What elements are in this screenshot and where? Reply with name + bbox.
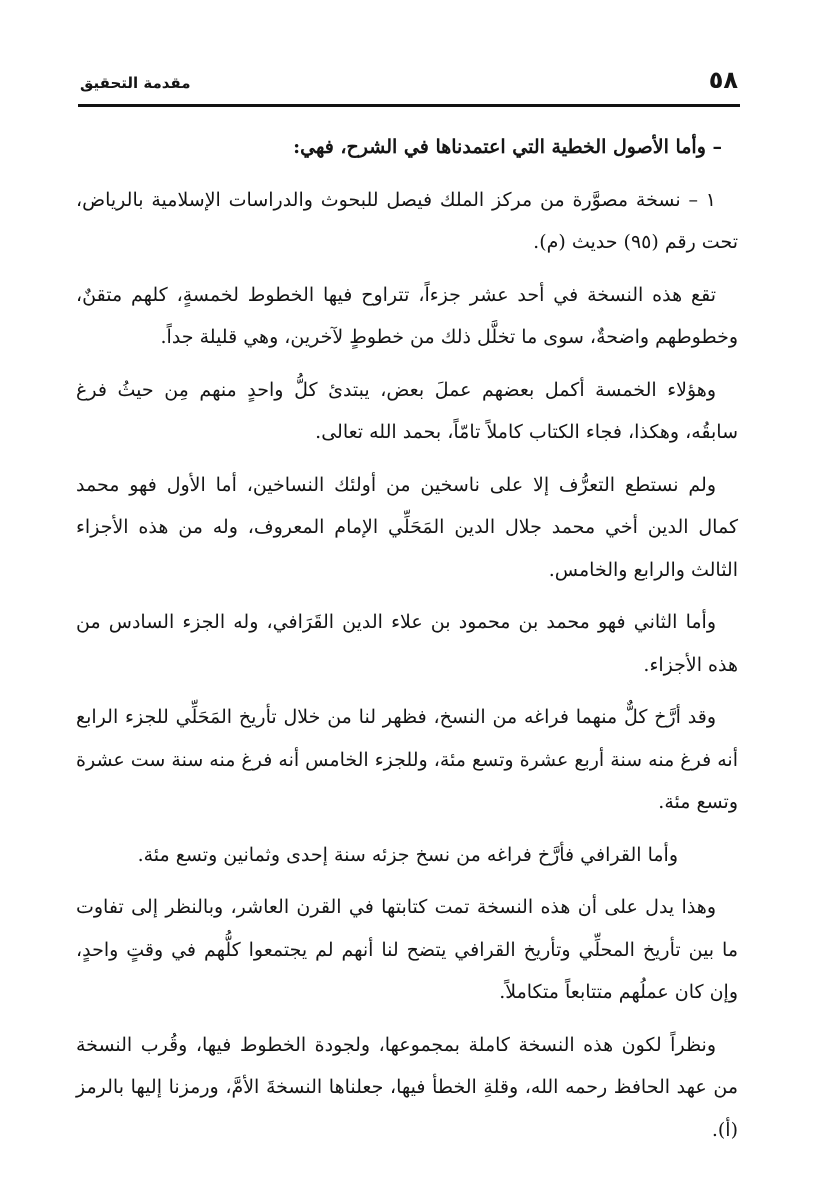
paragraph: وهذا يدل على أن هذه النسخة تمت كتابتها في القرن العاشر، وبالنظر إلى تفاوت ما بين تأريخ المحلِّي وتأريخ القرافي يتضح لنا أنهم لم يجتمعوا كلُّهم في وقتٍ واحدٍ، وإن كان عملُهم متتابعاً متكاملاً.: [76, 896, 738, 1003]
page-body: [76, 126, 738, 1161]
page-header: [78, 62, 738, 102]
paragraph: تقع هذه النسخة في أحد عشر جزءاً، تتراوح فيها الخطوط لخمسةٍ، كلهم متقنٌ، وخطوطهم واضحةٌ، سوى ما تخلَّل ذلك من خطوطٍ لآخرين، وهي قليلة جداً.: [76, 283, 738, 348]
paragraph: وأما القرافي فأرَّخ فراغه من نسخ جزئه سنة إحدى وثمانين وتسع مئة.: [137, 843, 678, 866]
paragraph: ولم نستطع التعرُّف إلا على ناسخين من أولئك النساخين، أما الأول فهو محمد كمال الدين أخي محمد جلال الدين المَحَلِّي الإمام المعروف، وله من هذه الأجزاء الثالث والرابع والخامس.: [76, 473, 738, 581]
running-title: مقدمة التحقيق: [80, 74, 191, 92]
paragraph: ونظراً لكون هذه النسخة كاملة بمجموعها، ولجودة الخطوط فيها، وقُرب النسخة من عهد الحافظ رحمه الله، وقلةِ الخطأ فيها، جعلناها النسخةَ الأمَّ، ورمزنا إليها بالرمز (أ).: [76, 1033, 738, 1141]
header-divider: [78, 104, 740, 107]
paragraph: وقد أرَّخ كلٌّ منهما فراغه من النسخ، فظهر لنا من خلال تأريخ المَحَلِّي للجزء الرابع أنه فرغ منه سنة أربع عشرة وتسع مئة، وللجزء الخامس أنه فرغ منه سنة ست عشرة وتسع مئة.: [76, 706, 738, 813]
page-number: ٥٨: [708, 66, 738, 94]
paragraph: وأما الثاني فهو محمد بن محمود بن علاء الدين القَرَافي، وله الجزء السادس من هذه الأجزاء.: [76, 611, 738, 676]
paragraph: وهؤلاء الخمسة أكمل بعضهم عملَ بعض، يبتدئ كلُّ واحدٍ منهم مِن حيثُ فرغ سابقُه، وهكذا، فجاء الكتاب كاملاً تامّاً، بحمد الله تعالى.: [76, 378, 738, 443]
paragraph: ١ – نسخة مصوَّرة من مركز الملك فيصل للبحوث والدراسات الإسلامية بالرياض، تحت رقم (٩٥) حديث (م).: [76, 188, 738, 253]
paragraph: – وأما الأصول الخطية التي اعتمدناها في الشرح، فهي:: [293, 136, 722, 158]
